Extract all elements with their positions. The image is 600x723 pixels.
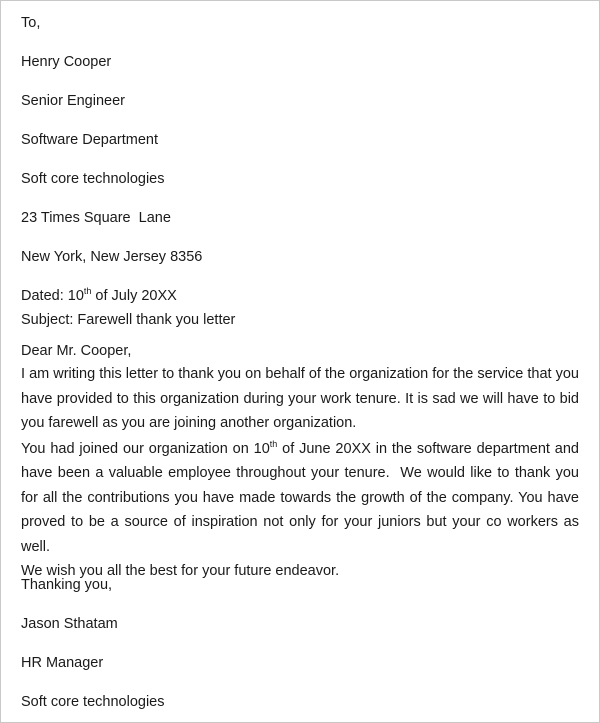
recipient-title: Senior Engineer [21,93,125,109]
recipient-company: Soft core technologies [21,171,165,187]
dated-ordinal: th [83,286,92,297]
subject-line: Subject: Farewell thank you letter [21,312,236,328]
signature-title: HR Manager [21,655,104,671]
paragraph-2-suffix: of June 20XX in the software department and have been a valuable employee throughout your tenure. We would like to thank you for all the contributions you have made towards the growth of the company. You have proved to be a source of inspiration not only for your juniors but your co workers as well. [21,440,584,555]
dated-suffix: of July 20XX [91,288,177,304]
signature-name: Jason Sthatam [21,616,118,632]
dated-line [21,287,177,305]
paragraph-2 [21,437,584,560]
paragraph-2-prefix: You had joined our organization on 10 [21,440,270,457]
recipient-department: Software Department [21,132,159,148]
paragraph-3: We wish you all the best for your future endeavor. [21,563,340,579]
salutation: Dear Mr. Cooper, [21,343,132,359]
recipient-city: New York, New Jersey 8356 [21,249,203,265]
signature-company: Soft core technologies [21,694,165,710]
closing: Thanking you, [21,577,113,593]
to-line: To, [21,15,41,31]
recipient-name: Henry Cooper [21,54,112,70]
paragraph-1: I am writing this letter to thank you on behalf of the organization for the service that you have provided to this organization during your work tenure. It is sad we will have to bid you farewell as you are joining another organization. [21,366,579,431]
paragraph-2-ordinal: th [269,438,278,449]
letter-body [21,362,584,584]
dated-prefix: Dated: 10 [21,288,84,304]
recipient-street: 23 Times Square Lane [21,210,171,226]
